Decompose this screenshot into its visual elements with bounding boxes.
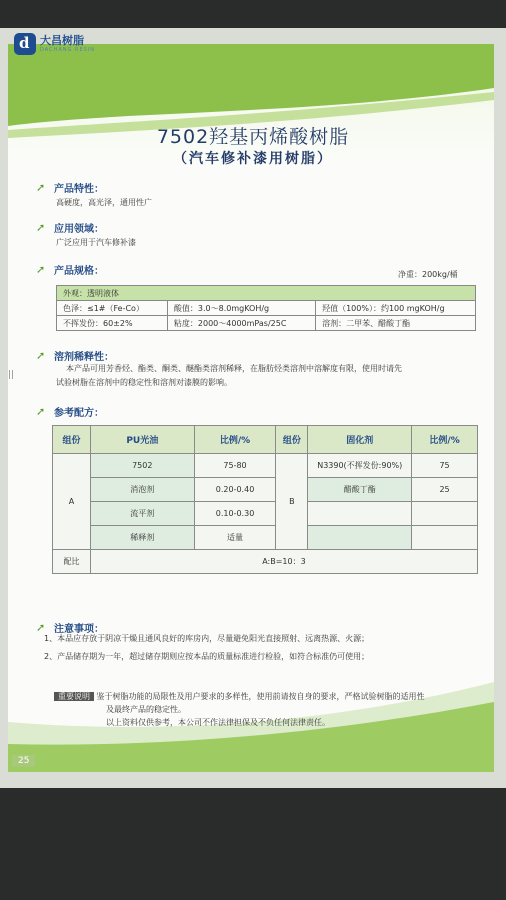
brand-tagline: DACHANG RESIN <box>40 47 95 53</box>
mix-value: A:B=10：3 <box>90 550 477 574</box>
empty-cell <box>412 502 478 526</box>
header-cell: 固化剂 <box>308 426 412 454</box>
group-a-cell: A <box>53 454 91 550</box>
brand-name: 大昌树脂 <box>40 34 84 47</box>
header-cell: 组份 <box>53 426 91 454</box>
section-features <box>36 180 104 195</box>
arrow-icon: ➚ <box>36 405 46 418</box>
arrow-icon: ➚ <box>36 621 46 634</box>
component-ratio: 0.10-0.30 <box>194 502 276 526</box>
important-line-1 <box>54 690 425 704</box>
component-name: 消泡剂 <box>90 478 194 502</box>
section-application <box>36 220 104 235</box>
section-title: 产品规格： <box>54 266 104 277</box>
page-subtitle: （汽车修补漆用树脂） <box>173 151 333 167</box>
formula-table <box>52 425 478 574</box>
component-ratio: 25 <box>412 478 478 502</box>
table-row <box>53 550 478 574</box>
spec-acid: 酸值：3.0～8.0mgKOH/g <box>167 301 315 316</box>
brand-logo <box>14 33 95 55</box>
arrow-icon: ➚ <box>36 181 46 194</box>
note-2: 2、产品储存期为一年，超过储存期则应按本品的质量标准进行检验，如符合标准仍可使用； <box>44 652 370 661</box>
component-name: N3390(不挥发份:90%) <box>308 454 412 478</box>
section-dilution <box>36 348 114 363</box>
important-line-3: 以上资料仅供参考，本公司不作法律担保及不负任何法律责任。 <box>106 718 330 727</box>
section-title: 应用领域： <box>54 224 104 235</box>
spec-hydroxyl: 羟值（100%）：约100 mgKOH/g <box>316 301 476 316</box>
important-text: 鉴于树脂功能的局限性及用户要求的多样性，使用前请按自身的要求，严格试验树脂的适用性 <box>96 692 425 701</box>
group-b-cell: B <box>276 454 308 550</box>
dilution-text-1: 本产品可用芳香烃、酯类、酮类、醚酯类溶剂稀释，在脂肪烃类溶剂中溶解度有限，使用时请先 <box>66 364 402 373</box>
header-cell: PU光油 <box>90 426 194 454</box>
component-ratio: 适量 <box>194 526 276 550</box>
table-row <box>53 478 478 502</box>
application-text: 广泛应用于汽车修补漆 <box>56 238 136 247</box>
spec-nonvolatile: 不挥发份：60±2% <box>57 316 168 331</box>
arrow-icon: ➚ <box>36 263 46 276</box>
component-name: 醋酸丁酯 <box>308 478 412 502</box>
header-cell: 比例/% <box>412 426 478 454</box>
spec-color: 色泽：≤1#（Fe-Co） <box>57 301 168 316</box>
header-cell: 比例/% <box>194 426 276 454</box>
arrow-icon: ➚ <box>36 221 46 234</box>
component-name: 7502 <box>90 454 194 478</box>
spec-table <box>56 285 476 331</box>
table-row <box>53 502 478 526</box>
section-title: 溶剂稀释性： <box>54 352 114 363</box>
net-weight: 净重：200kg/桶 <box>398 270 458 279</box>
features-text: 高硬度，高光泽，通用性广 <box>56 198 152 207</box>
empty-cell <box>308 502 412 526</box>
important-label: 重要说明 <box>54 692 94 701</box>
component-ratio: 75 <box>412 454 478 478</box>
mix-label: 配比 <box>53 550 91 574</box>
arrow-icon: ➚ <box>36 349 46 362</box>
page-title: 7502羟基丙烯酸树脂 <box>156 126 350 148</box>
logo-icon: d <box>14 33 36 55</box>
component-ratio: 75-80 <box>194 454 276 478</box>
section-title: 参考配方： <box>54 408 104 419</box>
table-row <box>53 454 478 478</box>
spec-viscosity: 粘度：2000～4000mPas/25C <box>167 316 315 331</box>
page-number: 25 <box>12 755 35 767</box>
section-title: 产品特性： <box>54 184 104 195</box>
note-1: 1、本品应存放于阴凉干燥且通风良好的库房内，尽量避免阳光直接照射、远离热源、火源； <box>44 634 370 643</box>
empty-cell <box>308 526 412 550</box>
section-specs <box>36 262 104 277</box>
spec-appearance: 外观：透明液体 <box>57 286 476 301</box>
binding-mark: || <box>8 370 15 380</box>
component-name: 稀释剂 <box>90 526 194 550</box>
section-title: 注意事项： <box>54 624 104 635</box>
table-row <box>53 526 478 550</box>
dilution-text-2: 试验树脂在溶剂中的稳定性和溶剂对漆膜的影响。 <box>56 378 232 387</box>
empty-cell <box>412 526 478 550</box>
component-name: 流平剂 <box>90 502 194 526</box>
section-formula <box>36 404 104 419</box>
spec-solvent: 溶剂：二甲苯、醋酸丁酯 <box>316 316 476 331</box>
footer-swoosh <box>8 652 494 772</box>
component-ratio: 0.20-0.40 <box>194 478 276 502</box>
important-line-2: 及最终产品的稳定性。 <box>106 705 186 714</box>
header-cell: 组份 <box>276 426 308 454</box>
